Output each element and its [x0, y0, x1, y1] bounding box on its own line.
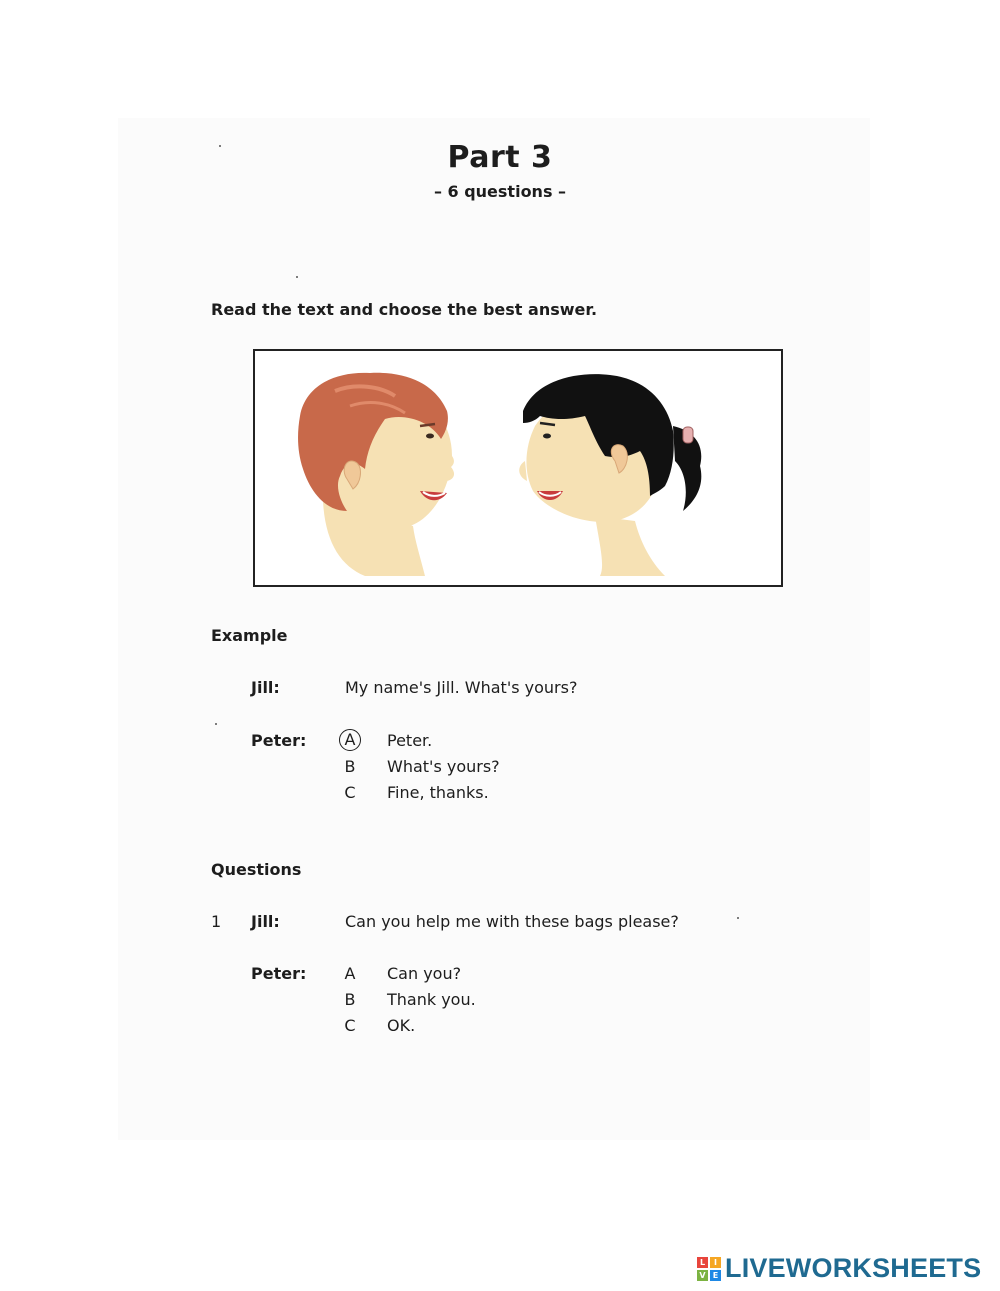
- question-line: Can you help me with these bags please?: [345, 912, 679, 931]
- logo-letter-l: L: [697, 1257, 708, 1268]
- girl-head: [519, 374, 701, 576]
- example-option-text-b: What's yours?: [387, 757, 500, 776]
- example-speaker-jill: Jill:: [251, 678, 280, 697]
- question-option-letter-b[interactable]: B: [344, 990, 356, 1009]
- scan-speck: [215, 723, 217, 725]
- question-option-text-b[interactable]: Thank you.: [387, 990, 476, 1009]
- question-option-letter-a[interactable]: A: [344, 964, 356, 983]
- question-option-text-a[interactable]: Can you?: [387, 964, 462, 983]
- brand-name: LIVEWORKSHEETS: [725, 1253, 982, 1283]
- question-speaker-jill: Jill:: [251, 912, 280, 931]
- example-option-text-c: Fine, thanks.: [387, 783, 489, 802]
- logo-letter-e: E: [710, 1270, 721, 1281]
- question-option-text-c[interactable]: OK.: [387, 1016, 416, 1035]
- example-option-letter-b: B: [344, 757, 356, 776]
- two-faces-illustration: [255, 351, 781, 585]
- boy-head: [298, 373, 454, 576]
- scan-speck: [737, 917, 739, 919]
- illustration-frame: [253, 349, 783, 587]
- example-line: My name's Jill. What's yours?: [345, 678, 578, 697]
- example-option-text-a: Peter.: [387, 731, 433, 750]
- question-number: 1: [211, 912, 222, 931]
- page-title: Part 3: [447, 140, 553, 175]
- questions-heading: Questions: [211, 860, 302, 879]
- example-option-letter-c: C: [344, 783, 356, 802]
- question-option-letter-c[interactable]: C: [344, 1016, 356, 1035]
- example-heading: Example: [211, 626, 288, 645]
- page-subtitle: – 6 questions –: [433, 182, 567, 201]
- logo-letter-i: I: [710, 1257, 721, 1268]
- question-speaker-peter: Peter:: [251, 964, 307, 983]
- example-speaker-peter: Peter:: [251, 731, 307, 750]
- logo-letter-v: V: [697, 1270, 708, 1281]
- scan-speck: [296, 276, 298, 278]
- logo-grid-icon: [697, 1257, 721, 1281]
- instruction-text: Read the text and choose the best answer.: [211, 300, 598, 319]
- example-option-letter-a: A: [339, 729, 361, 751]
- liveworksheets-logo: [697, 1253, 981, 1284]
